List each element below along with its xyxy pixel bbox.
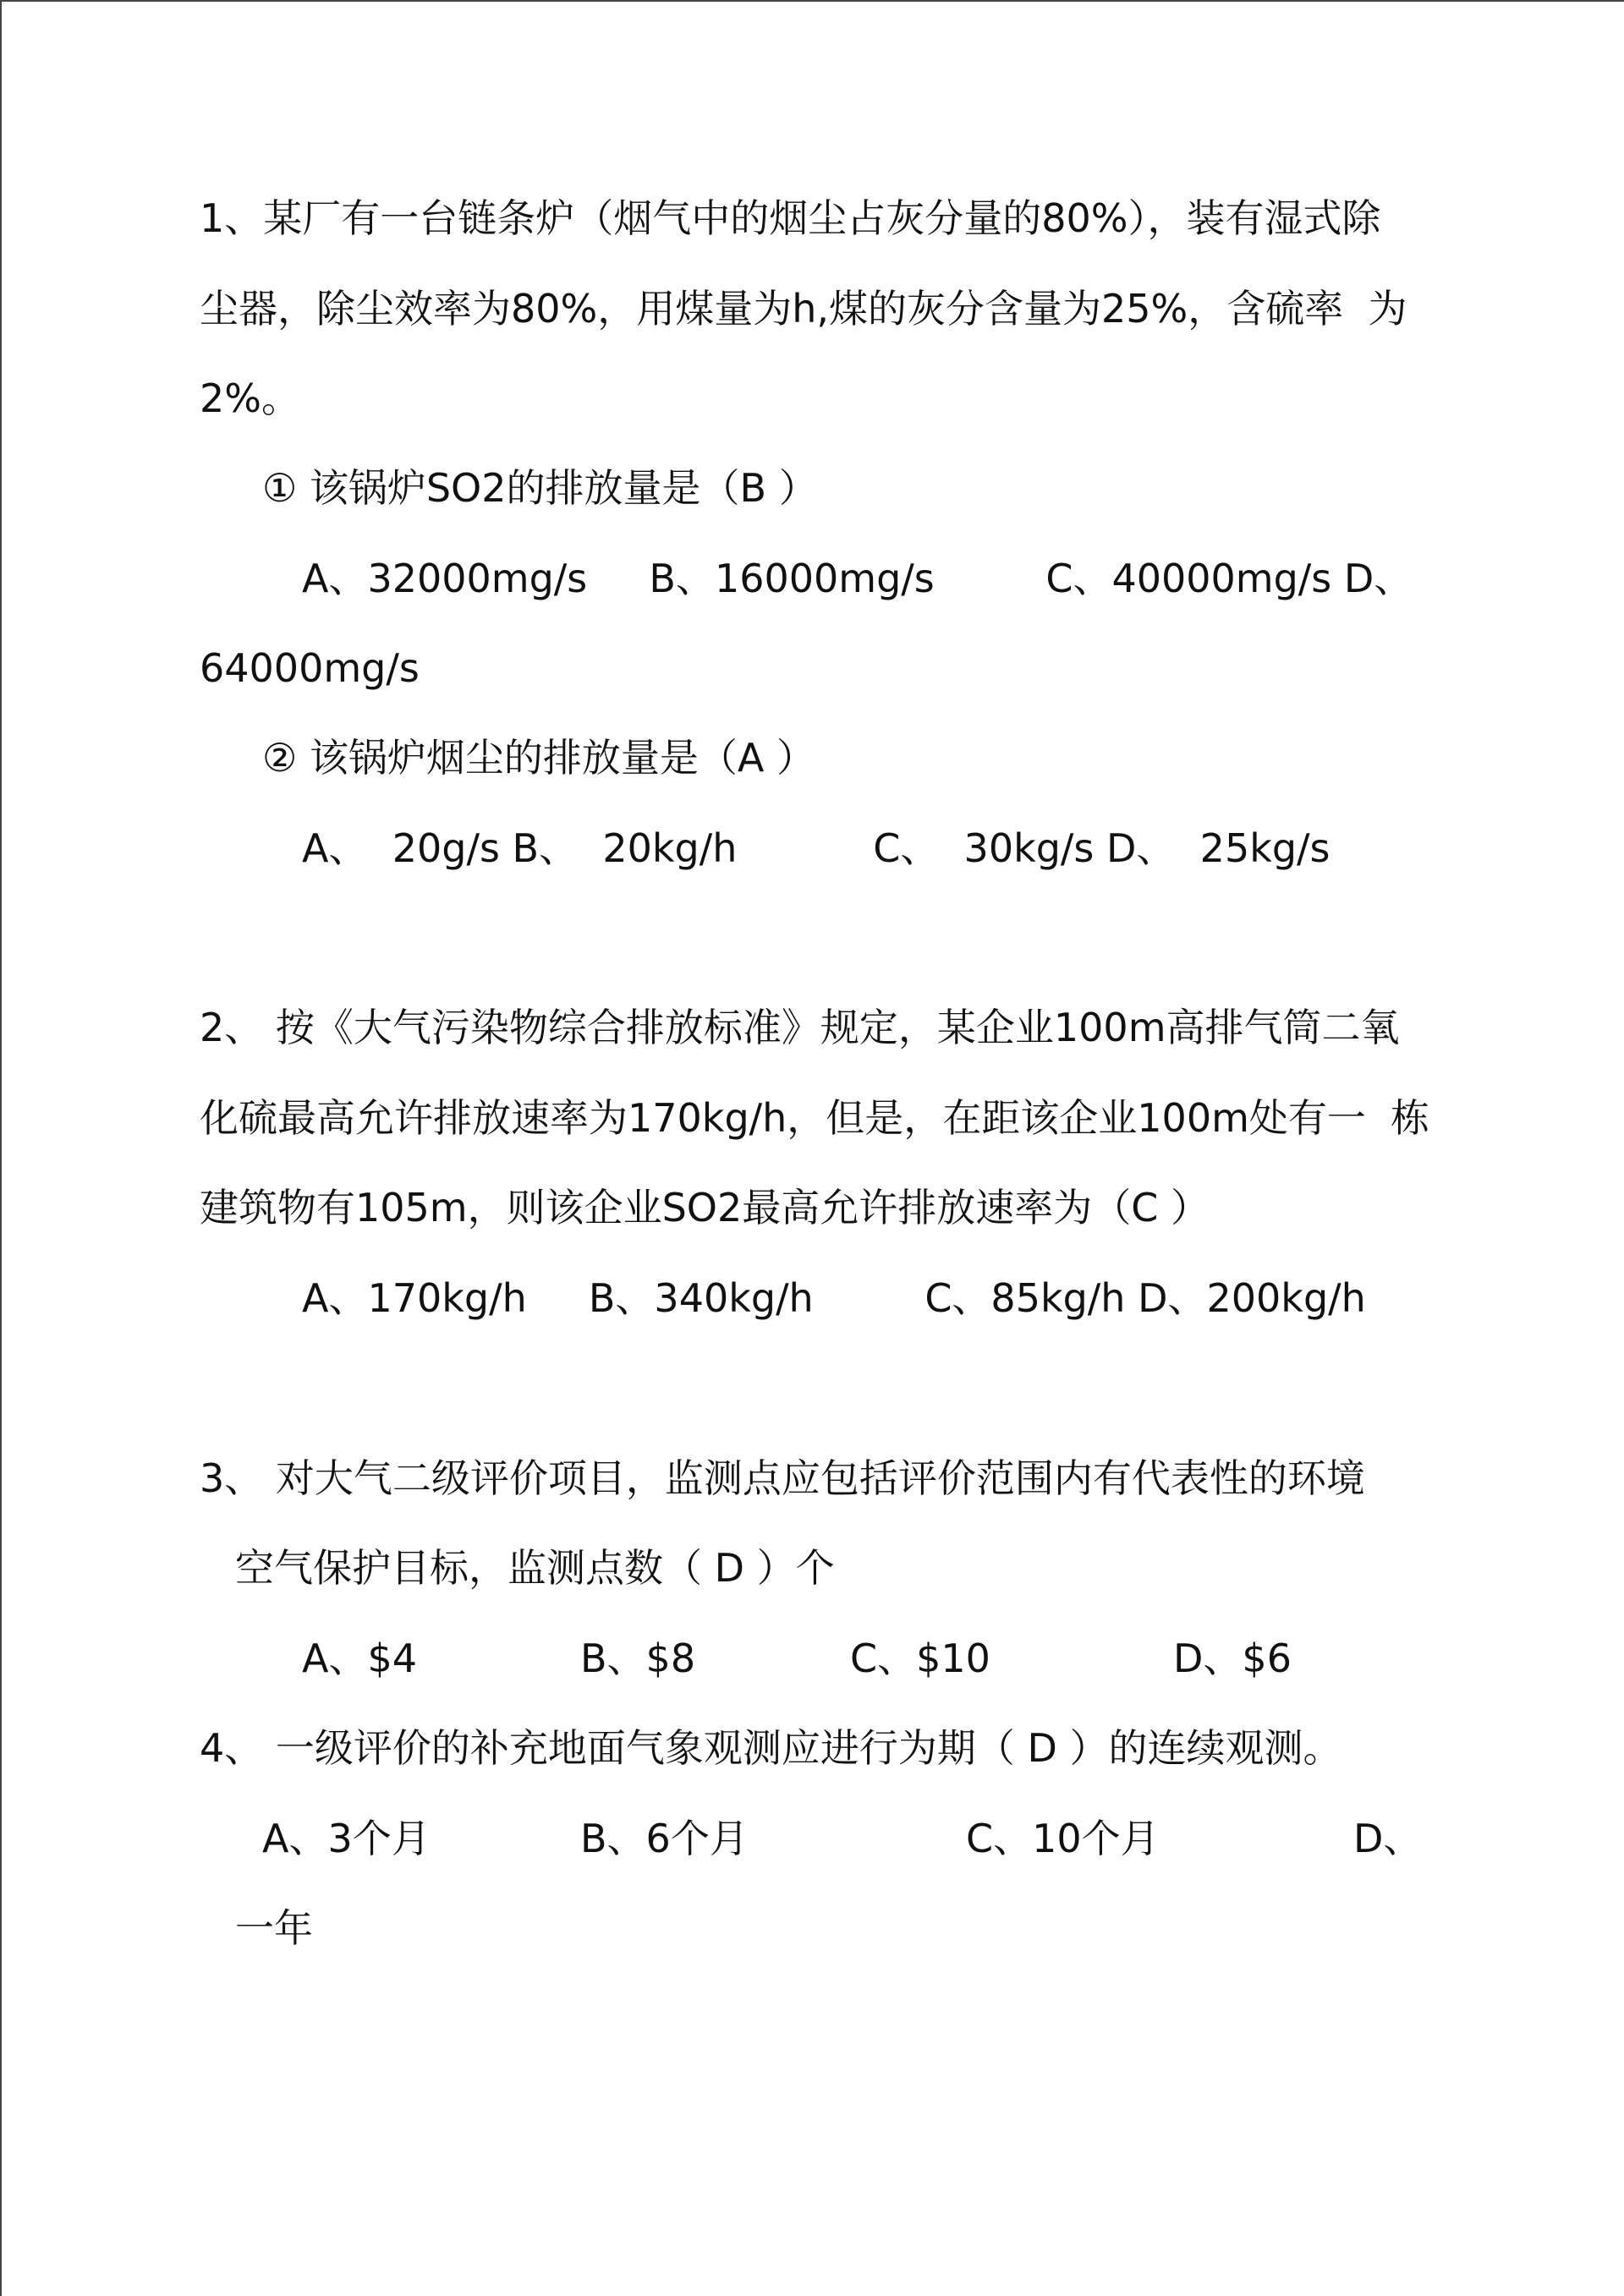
q3-option-b: B、$8 <box>580 1636 696 1681</box>
q3-option-d: D、$6 <box>1173 1636 1292 1681</box>
q3-line-2: 空气保护目标，监测点数（ D ）个 <box>235 1545 835 1591</box>
q1-sub2-options: A、 20g/s B、 20kg/h C、 30kg/s D、 25kg/s <box>302 825 1330 871</box>
q4-option-c: C、10个月 <box>966 1816 1160 1861</box>
q1-line-1: 1、某厂有一台链条炉（烟气中的烟尘占灰分量的80%），装有湿式除 <box>200 195 1381 241</box>
q1-sub1-stem: ① 该锅炉SO2的排放量是（B ） <box>262 465 818 511</box>
q4-line-1: 4、 一级评价的补充地面气象观测应进行为期（ D ）的连续观测。 <box>200 1725 1342 1771</box>
q4-option-a: A、3个月 <box>262 1816 431 1861</box>
q4-option-b: B、6个月 <box>580 1816 749 1861</box>
q3-option-c: C、$10 <box>850 1636 990 1681</box>
q1-sub1-options: A、32000mg/s B、16000mg/s C、40000mg/s D、 <box>302 556 1413 601</box>
q1-sub1-options-wrap: 64000mg/s <box>200 645 420 691</box>
q2-line-3: 建筑物有105m，则该企业SO2最高允许排放速率为（C ） <box>200 1185 1210 1230</box>
q1-sub2-stem: ② 该锅炉烟尘的排放量是（A ） <box>262 735 815 781</box>
q3-line-1: 3、 对大气二级评价项目，监测点应包括评价范围内有代表性的环境 <box>200 1455 1365 1501</box>
q4-option-d-wrap: 一年 <box>235 1905 313 1951</box>
q1-line-2: 尘器，除尘效率为80%，用煤量为h,煤的灰分含量为25%，含硫率 为 <box>200 286 1407 332</box>
q2-options: A、170kg/h B、340kg/h C、85kg/h D、200kg/h <box>302 1275 1366 1321</box>
q2-line-1: 2、 按《大气污染物综合排放标准》规定，某企业100m高排气筒二氧 <box>200 1005 1400 1050</box>
q2-line-2: 化硫最高允许排放速率为170kg/h，但是，在距该企业100m处有一 栋 <box>200 1095 1430 1141</box>
q3-option-a: A、$4 <box>302 1636 418 1681</box>
q1-line-3: 2%。 <box>200 375 300 421</box>
q4-option-d: D、 <box>1353 1816 1423 1861</box>
